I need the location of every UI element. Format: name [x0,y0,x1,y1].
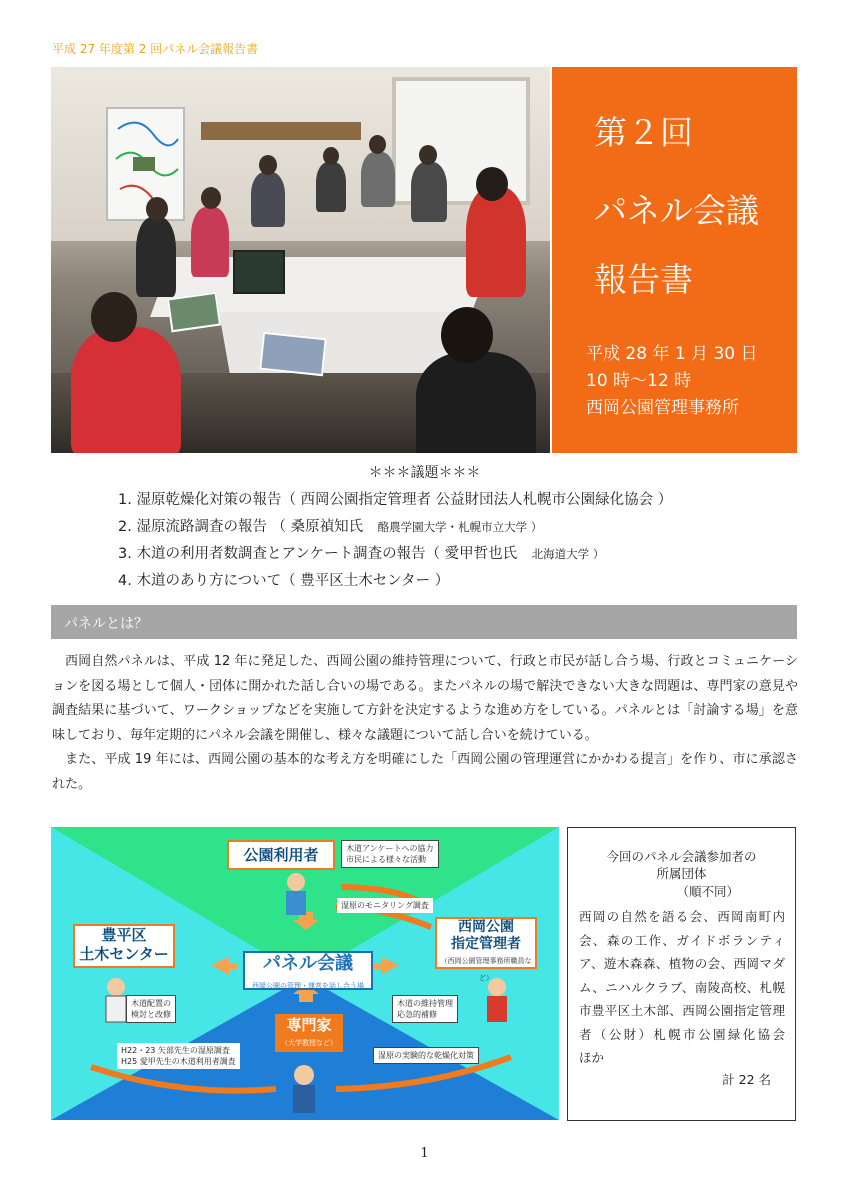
meeting-time: 10 時～12 時 [586,371,692,391]
users-monitoring-note: 湿原のモニタリング調査 [337,898,433,913]
role-park-manager: 西岡公園 指定管理者 （西岡公園管理事務所職員など） [435,917,537,969]
role-civil-center: 豊平区 土木センター [73,924,175,968]
participants-total: 計 22 名 [722,1071,771,1087]
expert-survey-note: H22・23 矢部先生の湿原調査 H25 愛甲先生の木道利用者調査 [117,1043,240,1069]
meeting-place: 西岡公園管理事務所 [586,398,739,418]
section-heading-bar [51,605,797,639]
expert-action-note: 湿原の実験的な乾燥化対策 [373,1047,479,1064]
panel-structure-diagram [51,827,559,1120]
meeting-photo [51,67,550,453]
agenda-item-2: 2. 湿原流路調査の報告 （ 桑原禎知氏 酪農学園大学・札幌市立大学 ） [118,519,543,535]
participants-box [567,827,811,1121]
role-experts: 専門家 （大学教授など） [275,1014,343,1052]
agenda-item-4: 4. 木道のあり方について（ 豊平区土木センター ） [118,573,450,589]
meeting-date: 平成 28 年 1 月 30 日 [586,344,758,364]
page-number: 1 [420,1146,429,1161]
document-header: 平成 27 年度第 2 回パネル会議報告書 [52,42,259,56]
center-panel-meeting: パネル会議 西岡公園の管理・運営を話し合う場 [243,951,373,990]
agenda-item-3: 3. 木道の利用者数調査とアンケート調査の報告（ 愛甲哲也氏 北海道大学 ） [118,546,605,562]
agenda-item-1: 1. 湿原乾燥化対策の報告（ 西岡公園指定管理者 公益財団法人札幌市公園緑化協会 ） [118,492,673,508]
body-paragraph-2: また、平成 19 年には、西岡公園の基本的な考え方を明確にした「西岡公園の管理運営にかかわる提言」を作り、市に承認された。 [52,752,798,792]
role-park-users: 公園利用者 [227,840,335,870]
body-paragraph-1: 西岡自然パネルは、平成 12 年に発足した、西岡公園の維持管理について、行政と市民が話し合う場、行政とコミュニケーションを図る場として個人・団体に開かれた話し合いの場である。またパネルの場で解決できない大きな問題は、専門家の意見や調査結果に基づいて、ワークショップなどを実施して方針を決定するような進め方をしている。パネルとは「討論する場」を意味しており、毎年定期的にパネル会議を開催し、様々な議題について話し合いを続けている。 [52,654,798,743]
civil-note: 木道配置の 検討と改修 [126,995,176,1023]
agenda-heading: ＊＊＊議題＊＊＊ [368,465,481,481]
body-text [52,650,798,797]
section-title: パネルとは？ [64,616,148,632]
title-line-2: パネル会議 [594,191,759,230]
manager-note: 木道の維持管理 応急的補修 [392,995,458,1023]
title-line-3: 報告書 [594,260,693,299]
title-line-1: 第２回 [594,113,693,152]
users-note: 木道アンケートへの協力 市民による様々な活動 [341,840,439,868]
participants-order-note: （順不同） [676,884,739,899]
title-panel [552,67,797,453]
participants-title: 今回のパネル会議参加者の 所属団体 [606,849,757,881]
participants-list: 西岡の自然を語る会、西岡南町内会、森の工作、ガイドボランティア、遊木森森、植物の会、西岡マダム、ニハルクラブ、南陵高校、札幌市豊平区土木部、西岡公園指定管理者（公財）札幌市公園緑化協会 ほか [579,909,811,1065]
